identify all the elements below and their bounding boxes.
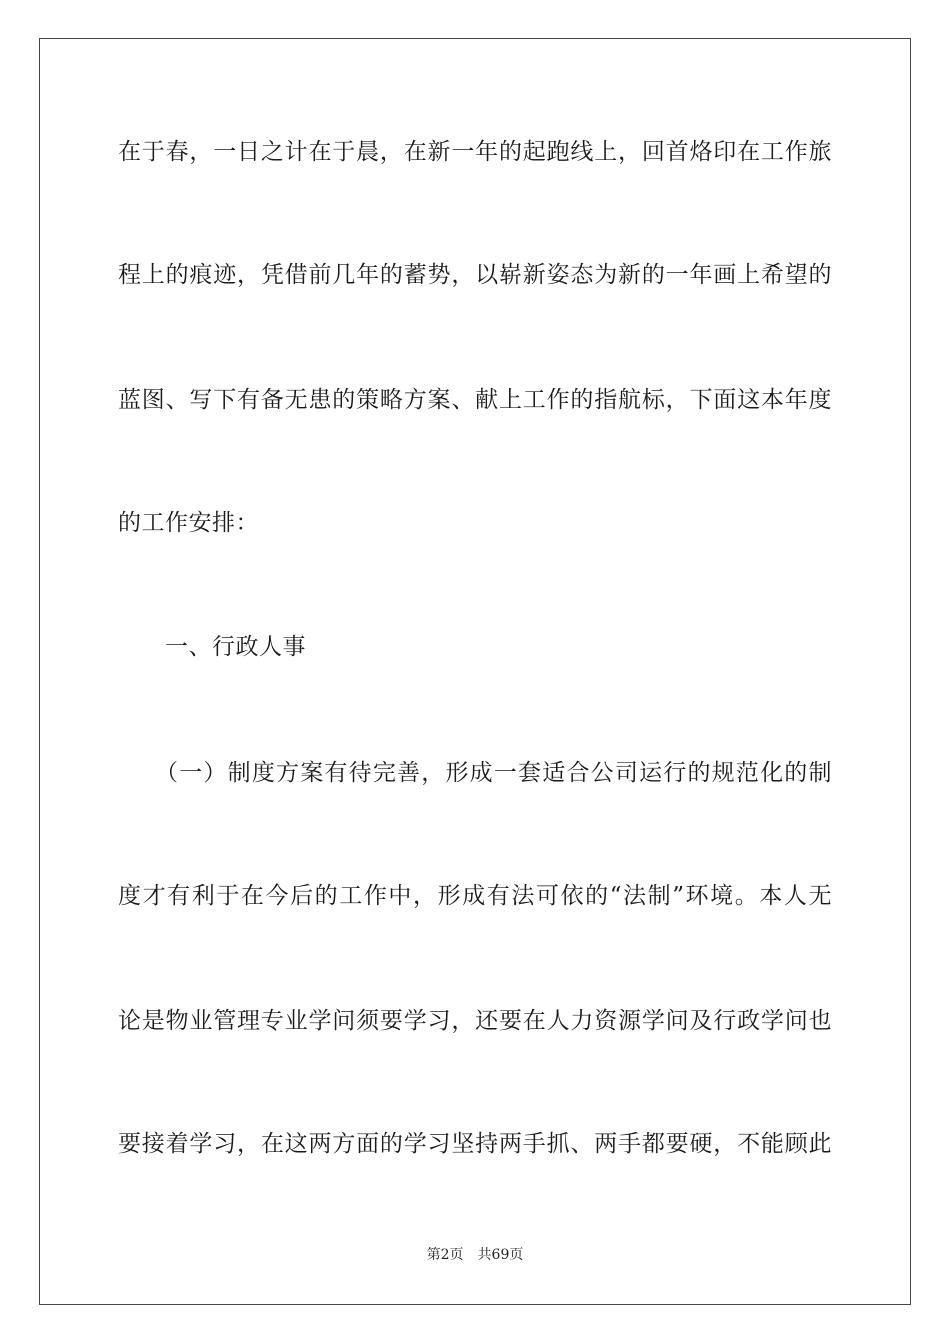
page-footer bbox=[0, 1245, 950, 1265]
body-text-line: 要接着学习，在这两方面的学习坚持两手抓、两手都要硬，不能顾此 bbox=[118, 1131, 832, 1157]
body-text-line: 度才有利于在今后的工作中，形成有法可依的“法制”环境。本人无 bbox=[118, 883, 832, 909]
section-heading: 一、行政人事 bbox=[165, 634, 306, 660]
body-text-line: 的工作安排： bbox=[118, 510, 259, 536]
page-frame bbox=[39, 38, 911, 1305]
body-text-line: 在于春，一日之计在于晨，在新一年的起跑线上，回首烙印在工作旅 bbox=[118, 139, 832, 165]
body-text-line: 蓝图、写下有备无患的策略方案、献上工作的指航标，下面这本年度 bbox=[118, 387, 832, 413]
page-total: 共69页 bbox=[477, 1247, 524, 1263]
body-text-line: 程上的痕迹，凭借前几年的蓄势，以崭新姿态为新的一年画上希望的 bbox=[118, 262, 832, 288]
body-text-line: 论是物业管理专业学问须要学习，还要在人力资源学问及行政学问也 bbox=[118, 1008, 832, 1034]
body-text-line: （一）制度方案有待完善，形成一套适合公司运行的规范化的制 bbox=[155, 760, 832, 786]
page-number: 第2页 bbox=[426, 1247, 464, 1263]
